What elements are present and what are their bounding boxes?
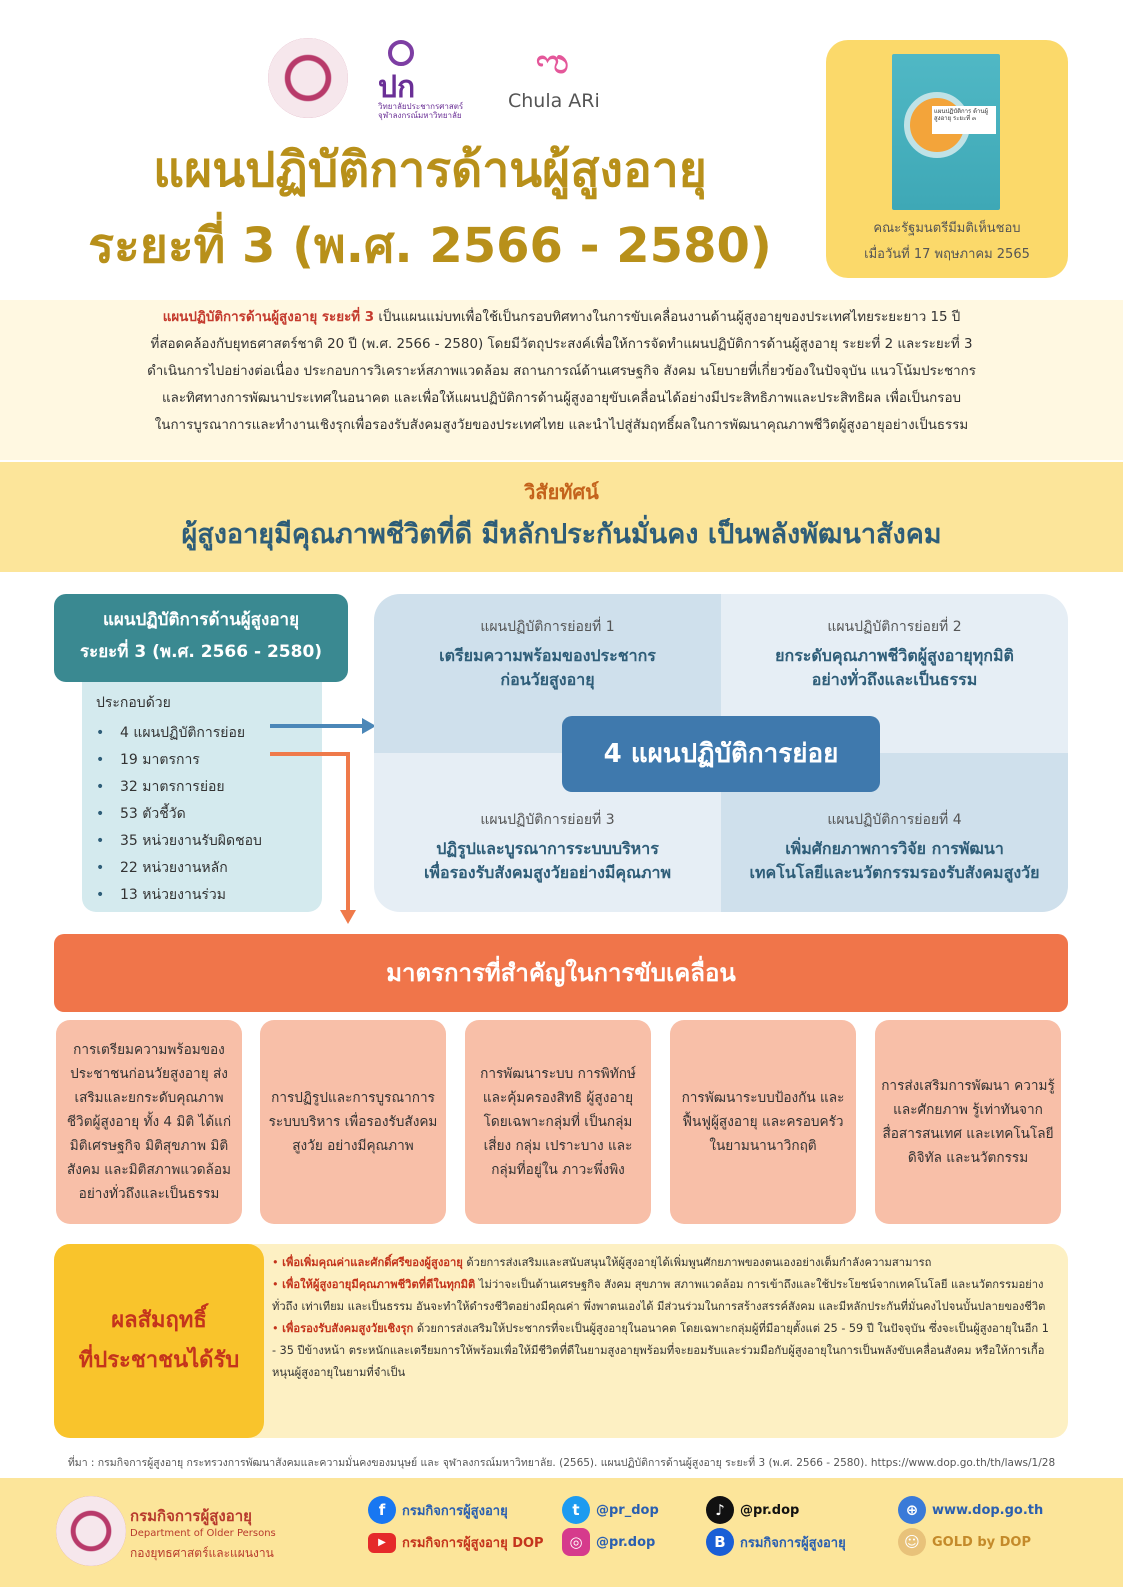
blockdit-icon: B	[706, 1528, 734, 1556]
facebook-icon: f	[368, 1496, 396, 1524]
facebook-link[interactable]: f กรมกิจการผู้สูงอายุ	[368, 1496, 508, 1524]
gold-by-dop-link[interactable]: ☺ GOLD by DOP	[898, 1528, 1031, 1556]
gold-avatar-icon: ☺	[898, 1528, 926, 1556]
instagram-link[interactable]: ◎ @pr.dop	[562, 1528, 655, 1556]
subplan-title: เพิ่มศักยภาพการวิจัย การพัฒนา เทคโนโลยีและนวัตกรรมรองรับสังคมสูงวัย	[749, 839, 1040, 882]
subplan-label: แผนปฏิบัติการย่อยที่ 4	[827, 812, 962, 828]
youtube-link[interactable]: ▶ กรมกิจการผู้สูงอายุ DOP	[368, 1532, 544, 1553]
footer-dept-en: Department of Older Persons	[130, 1528, 276, 1539]
cover-caption-line1: คณะรัฐมนตรีมีมติเห็นชอบ	[873, 221, 1021, 236]
measures-title: มาตรการที่สำคัญในการขับเคลื่อน	[54, 934, 1068, 1012]
tiktok-link[interactable]: ♪ @pr.dop	[706, 1496, 799, 1524]
logo-chula-text: Chula ARi	[508, 90, 600, 112]
page-title-line1: แผนปฏิบัติการด้านผู้สูงอายุ	[153, 142, 707, 198]
list-item: • เพื่อให้ผู้สูงอายุมีคุณภาพชีวิตที่ดีในทุกมิติ ไม่ว่าจะเป็นด้านเศรษฐกิจ สังคม สุขภาพ สภาพแวดล้อม การเข้าถึงและใช้ประโยชน์จากเทคโนโลยี และนวัตกรรมอย่างทั่วถึง เท่าเทียม และเป็นธรรม อันจะทำให้ดำรงชีวิตอย่างมีคุณค่า พึ่งพาตนเองได้ มีส่วนร่วมในการสร้างสรรค์สังคม และมีหลักประกันที่มั่นคงไปจนบั้นปลายของชีวิต	[272, 1278, 1046, 1313]
chula-ari-logo: ಌ Chula ARi	[508, 42, 600, 112]
subplan-title: ยกระดับคุณภาพชีวิตผู้สูงอายุทุกมิติ อย่างทั่วถึงและเป็นธรรม	[775, 646, 1014, 689]
subplan-title: ปฏิรูปและบูรณาการระบบบริหาร เพื่อรองรับสังคมสูงวัยอย่างมีคุณภาพ	[423, 839, 672, 882]
subplan-label: แผนปฏิบัติการย่อยที่ 1	[480, 619, 615, 635]
cover-caption	[826, 216, 1068, 268]
intro-line3: ดำเนินการไปอย่างต่อเนื่อง ประกอบการวิเคราะห์สภาพแวดล้อม สถานการณ์ด้านเศรษฐกิจ สังคม นโยบายที่เกี่ยวข้องในปัจจุบัน แนวโน้มประชากร	[147, 364, 976, 379]
intro-paragraph	[0, 300, 1123, 460]
twitter-icon: t	[562, 1496, 590, 1524]
blockdit-link[interactable]: B กรมกิจการผู้สูงอายุ	[706, 1528, 846, 1556]
list-item: • 13 หน่วยงานร่วม	[96, 882, 322, 909]
subplan-label: แผนปฏิบัติการย่อยที่ 2	[827, 619, 962, 635]
cover-book-title: แผนปฏิบัติการ ด้านผู้สูงอายุ ระยะที่ ๓	[932, 106, 996, 134]
twitter-link[interactable]: t @pr_dop	[562, 1496, 659, 1524]
plan-card	[54, 594, 348, 682]
arrow-to-subplans	[270, 724, 368, 728]
plan-card-line1: แผนปฏิบัติการด้านผู้สูงอายุ	[102, 610, 300, 630]
plan-components-list	[82, 682, 322, 912]
footer-division: กองยุทธศาสตร์และแผนงาน	[130, 1546, 274, 1560]
youtube-icon: ▶	[368, 1533, 396, 1553]
tiktok-icon: ♪	[706, 1496, 734, 1524]
plan-book-cover-image	[892, 54, 1000, 210]
college-of-population-studies-logo	[378, 38, 478, 118]
measure-card: การปฏิรูปและการบูรณาการ ระบบบริหาร เพื่อรองรับสังคมสูงวัย อย่างมีคุณภาพ	[260, 1020, 446, 1224]
list-item: • เพื่อรองรับสังคมสูงวัยเชิงรุก ด้วยการส่งเสริมให้ประชากรที่จะเป็นผู้สูงอายุในอนาคต โดยเฉพาะกลุ่มผู้ที่มีอายุตั้งแต่ 25 - 59 ปี ในปัจจุบัน ซึ่งจะเป็นผู้สูงอายุในอีก 1 - 35 ปีข้างหน้า ตระหนักและเตรียมการให้พร้อมเพื่อให้มีชีวิตที่ดีในยามสูงอายุพร้อมที่จะยอมรับและร่วมมือกับผู้สูงอายุในการเป็นพลังขับเคลื่อนสังคม หรือให้การเกื้อหนุนผู้สูงอายุในยามที่จำเป็น	[272, 1322, 1049, 1379]
logo-row	[268, 38, 608, 118]
measure-card: การเตรียมความพร้อมของประชาชนก่อนวัยสูงอายุ ส่งเสริมและยกระดับคุณภาพชีวิตผู้สูงอายุ ทั้ง 4 มิติ ได้แก่ มิติเศรษฐกิจ มิติสุขภาพ มิติสังคม และมิติสภาพแวดล้อม อย่างทั่วถึงและเป็นธรรม	[56, 1020, 242, 1224]
outcomes-list	[272, 1252, 1052, 1384]
subplan-label: แผนปฏิบัติการย่อยที่ 3	[480, 812, 615, 828]
instagram-icon: ◎	[562, 1528, 590, 1556]
cover-caption-line2: เมื่อวันที่ 17 พฤษภาคม 2565	[864, 247, 1030, 262]
vision-label: วิสัยทัศน์	[524, 480, 599, 504]
subplans-center-badge: 4 แผนปฏิบัติการย่อย	[562, 716, 880, 792]
vision-section	[0, 462, 1123, 572]
list-item: • 32 มาตรการย่อย	[96, 774, 322, 801]
list-item: • 4 แผนปฏิบัติการย่อย	[96, 720, 322, 747]
vision-text: ผู้สูงอายุมีคุณภาพชีวิตที่ดี มีหลักประกันมั่นคง เป็นพลังพัฒนาสังคม	[181, 519, 942, 550]
dop-seal-logo	[56, 1496, 126, 1566]
list-item: • 53 ตัวชี้วัด	[96, 801, 322, 828]
outcomes-label	[54, 1244, 264, 1438]
logo-vpk-subtext: วิทยาลัยประชากรศาสตร์ จุฬาลงกรณ์มหาวิทยาลัย	[378, 102, 464, 120]
list-item: • 35 หน่วยงานรับผิดชอบ	[96, 828, 322, 855]
plan-card-line2: ระยะที่ 3 (พ.ศ. 2566 - 2580)	[79, 642, 323, 662]
cover-panel	[826, 40, 1068, 278]
arrow-head-down-icon	[340, 910, 356, 924]
footer-dept-th: กรมกิจการผู้สูงอายุ	[130, 1507, 252, 1525]
intro-line2: ที่สอดคล้องกับยุทธศาสตร์ชาติ 20 ปี (พ.ศ. 2566 - 2580) โดยมีวัตถุประสงค์เพื่อให้การจัดทำแผนปฏิบัติการด้านผู้สูงอายุ ระยะที่ 2 และระยะที่ 3	[150, 337, 973, 352]
ministry-seal-logo	[268, 38, 348, 118]
arrow-to-measures	[270, 752, 350, 756]
outcomes-label-line2: ที่ประชาชนได้รับ	[78, 1348, 240, 1373]
measure-card: การพัฒนาระบบป้องกัน และฟื้นฟูผู้สูงอายุ และครอบครัว ในยามนานาวิกฤติ	[670, 1020, 856, 1224]
intro-line5: ในการบูรณาการและทำงานเชิงรุกเพื่อรองรับสังคมสูงวัยของประเทศไทย และนำไปสู่สัมฤทธิ์ผลในการพัฒนาคุณภาพชีวิตผู้สูงอายุอย่างเป็นธรรม	[154, 418, 969, 433]
globe-icon: ⊕	[898, 1496, 926, 1524]
logo-vpk-text: ปก	[378, 70, 416, 105]
intro-line4: และทิศทางการพัฒนาประเทศในอนาคต และเพื่อให้แผนปฏิบัติการด้านผู้สูงอายุขับเคลื่อนได้อย่างมีประสิทธิภาพและประสิทธิผล เพื่อเป็นกรอบ	[161, 391, 961, 406]
list-item: • เพื่อเพิ่มคุณค่าและศักดิ์ศรีของผู้สูงอายุ ด้วยการส่งเสริมและสนับสนุนให้ผู้สูงอายุได้เพิ่มพูนศักยภาพของตนเองอย่างเต็มกำลังความสามารถ	[272, 1256, 932, 1269]
website-link[interactable]: ⊕ www.dop.go.th	[898, 1496, 1043, 1524]
page-title-line2: ระยะที่ 3 (พ.ศ. 2566 - 2580)	[88, 218, 772, 274]
list-item: • 19 มาตรการ	[96, 747, 322, 774]
footer	[0, 1478, 1123, 1587]
plan-list-head: ประกอบด้วย	[96, 695, 171, 711]
header	[0, 0, 1123, 300]
arrow-to-measures-vertical	[346, 752, 350, 912]
intro-highlight: แผนปฏิบัติการด้านผู้สูงอายุ ระยะที่ 3	[162, 310, 375, 325]
outcomes-label-line1: ผลสัมฤทธิ์	[111, 1308, 207, 1333]
measure-card: การพัฒนาระบบ การพิทักษ์และคุ้มครองสิทธิ ผู้สูงอายุ โดยเฉพาะกลุ่มที่ เป็นกลุ่มเสี่ยง กลุ่ม เปราะบาง และกลุ่มที่อยู่ใน ภาวะพึ่งพิง	[465, 1020, 651, 1224]
intro-line1: เป็นแผนแม่บทเพื่อใช้เป็นกรอบทิศทางในการขับเคลื่อนงานด้านผู้สูงอายุของประเทศไทยระยะยาว 15 ปี	[374, 310, 961, 325]
outcomes-section	[54, 1244, 1068, 1438]
measure-card: การส่งเสริมการพัฒนา ความรู้และศักยภาพ รู้เท่าทันจากสื่อสารสนเทศ และเทคโนโลยีดิจิทัล และนวัตกรรม	[875, 1020, 1061, 1224]
subplan-title: เตรียมความพร้อมของประชากร ก่อนวัยสูงอายุ	[439, 646, 656, 689]
list-item: • 22 หน่วยงานหลัก	[96, 855, 322, 882]
source-citation: ที่มา : กรมกิจการผู้สูงอายุ กระทรวงการพัฒนาสังคมและความมั่นคงของมนุษย์ และ จุฬาลงกรณ์มหาวิทยาลัย. (2565). แผนปฏิบัติการด้านผู้สูงอายุ ระยะที่ 3 (พ.ศ. 2566 - 2580). https://www.dop.go.th/th/laws/1/28	[67, 1457, 1056, 1469]
